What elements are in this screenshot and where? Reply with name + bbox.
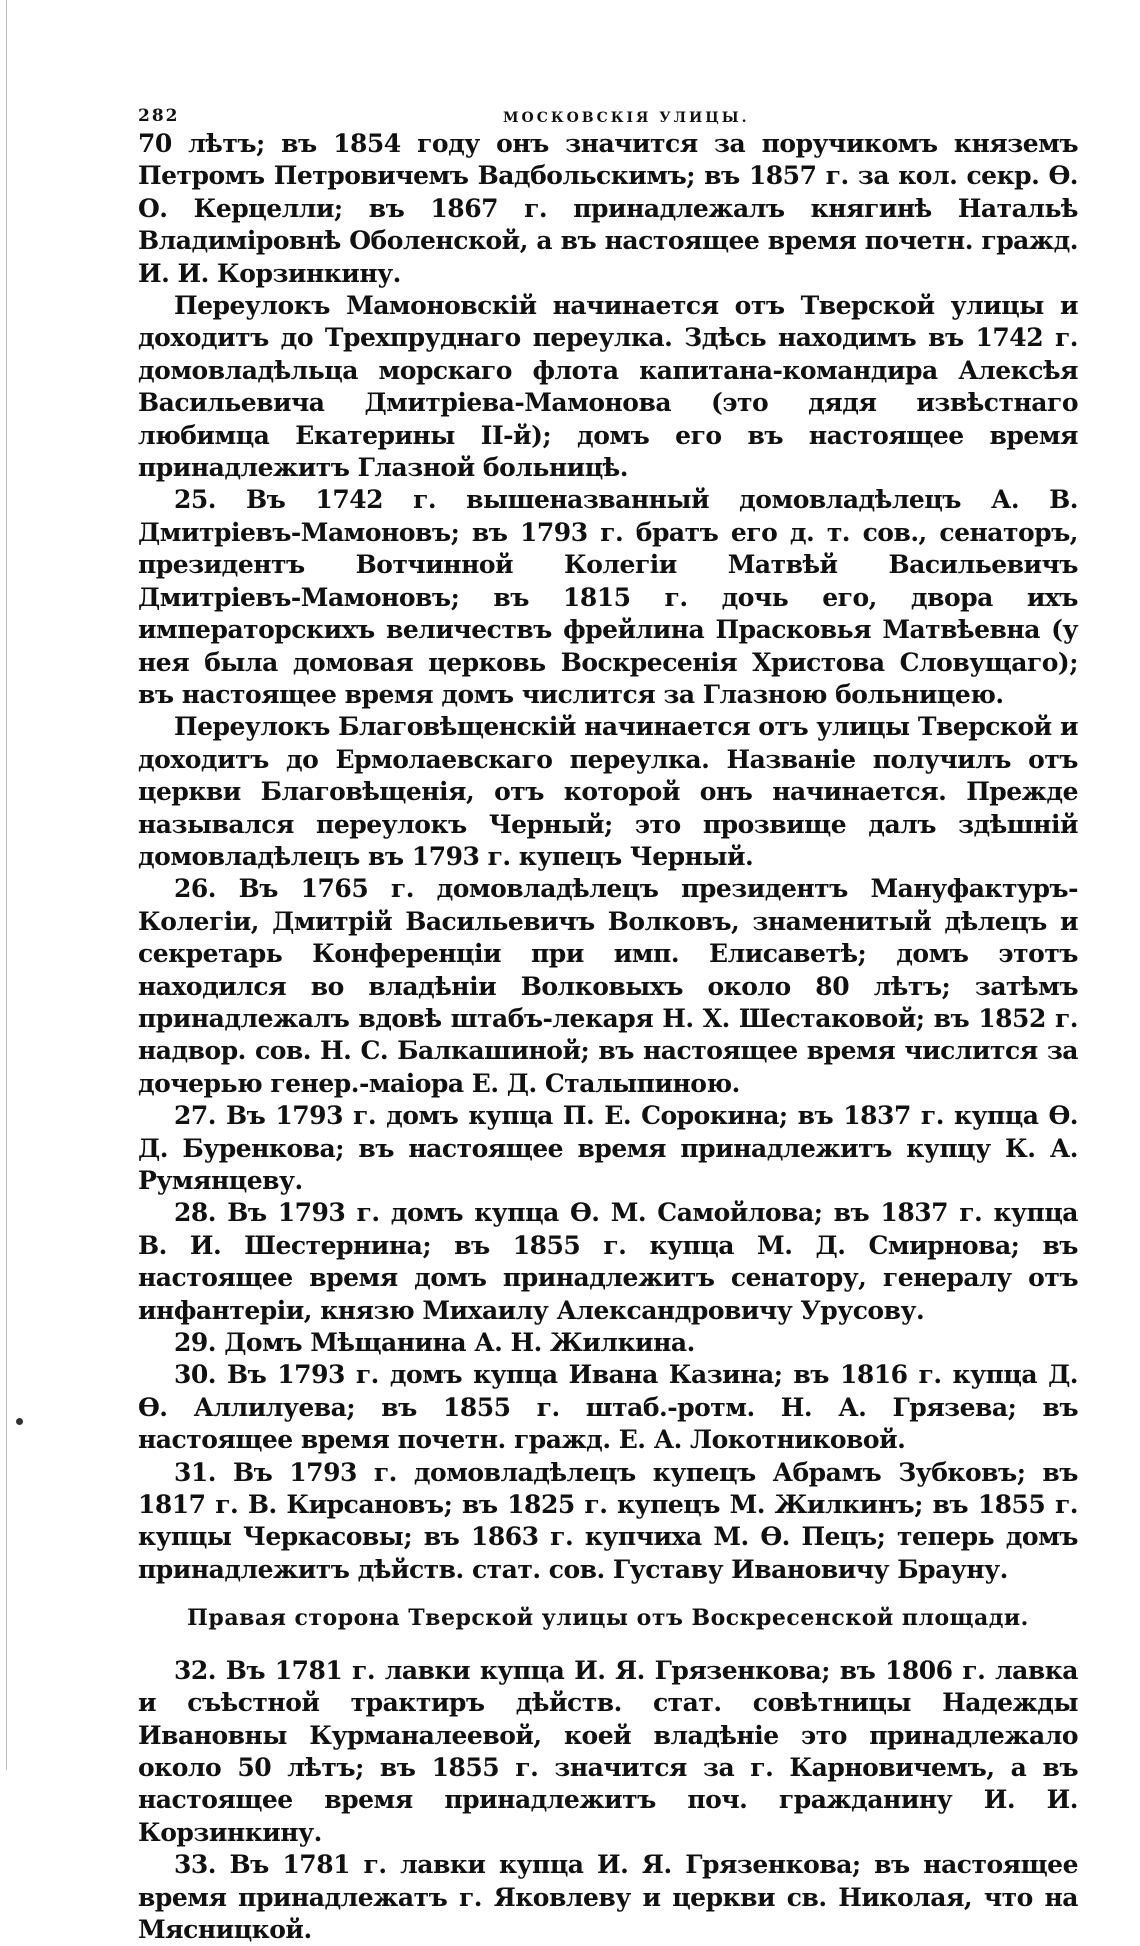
page-header — [138, 90, 1078, 128]
paragraph-entry-26: 26. Въ 1765 г. домовладѣлецъ президентъ Мануфактуръ-Колегіи, Дмитрій Васильевичъ Волковъ, знаменитый дѣлецъ и секретарь Конференціи при имп. Елисаветѣ; домъ этотъ находился во владѣніи Волковыхъ около 80 лѣтъ; затѣмъ принадлежалъ вдовѣ штабъ-лекаря Н. Х. Шестаковой; въ 1852 г. надвор. сов. Н. С. Балкашиной; въ настоящее время числится за дочерью генер.-маіора Е. Д. Сталыпиною. — [138, 874, 1078, 1098]
running-title: МОСКОВСКІЯ УЛИЦЫ. — [503, 110, 750, 126]
paragraph-entry-27: 27. Въ 1793 г. домъ купца П. Е. Сорокина; въ 1837 г. купца Ѳ. Д. Буренкова; въ настоящее время принадлежитъ купцу К. А. Румянцеву. — [138, 1101, 1078, 1195]
paragraph-entry-29: 29. Домъ Мѣщанина А. Н. Жилкина. — [174, 1328, 695, 1358]
paragraph-entry-30: 30. Въ 1793 г. домъ купца Ивана Казина; въ 1816 г. купца Д. Ѳ. Аллилуева; въ 1855 г. штаб.-ротм. Н. А. Грязева; въ настоящее время почетн. гражд. Е. А. Локотниковой. — [138, 1360, 1078, 1455]
paragraph-mamonovsky-lane: Переулокъ Мамоновскій начинается отъ Тверской улицы и доходитъ до Трехпруднаго переулка. Здѣсь находимъ въ 1742 г. домовладѣльца морскаго флота капитана-командира Алексѣя Васильевича Дмитріева-Мамонова (это дядя извѣстнаго любимца Екатерины II-й); домъ его въ настоящее время принадлежитъ Глазной больницѣ. — [138, 291, 1078, 483]
paragraph-entry-32: 32. Въ 1781 г. лавки купца И. Я. Грязенкова; въ 1806 г. лавка и съѣстной трактиръ дѣйств. стат. совѣтницы Надежды Ивановны Курманалеевой, коей владѣніе это принадлежало около 50 лѣтъ; въ 1855 г. значится за г. Карновичемъ, а въ настоящее время принадлежитъ поч. гражданину И. И. Корзинкину. — [138, 1655, 1078, 1847]
paragraph-continuation: 70 лѣтъ; въ 1854 году онъ значится за поручикомъ княземъ Петромъ Петровичемъ Вадбольскимъ; въ 1857 г. за кол. секр. Ѳ. О. Керцелли; въ 1867 г. принадлежалъ княгинѣ Натальѣ Владиміровнѣ Оболенской, а въ настоящее время почетн. гражд. И. И. Корзинкину. — [138, 129, 1078, 288]
section-title: Правая сторона Тверской улицы отъ Воскресенской площади. — [187, 1605, 1029, 1632]
page-edge-line — [6, 0, 7, 1770]
page-content — [138, 90, 1078, 1946]
paragraph-entry-25: 25. Въ 1742 г. вышеназванный домовладѣлецъ А. В. Дмитріевъ-Мамоновъ; въ 1793 г. братъ его д. т. сов., сенаторъ, президентъ Вотчинной Колегіи Матвѣй Васильевичъ Дмитріевъ-Мамоновъ; въ 1815 г. дочь его, двора ихъ императорскихъ величествъ фрейлина Прасковья Матвѣевна (у нея была домовая церковь Воскресенія Христова Словущаго); въ настоящее время домъ числится за Глазною больницею. — [138, 485, 1078, 709]
page-number: 282 — [138, 106, 180, 126]
paragraph-blagoveshchensky-lane: Переулокъ Благовѣщенскій начинается отъ улицы Тверской и доходитъ до Ермолаевскаго переулка. Названіе получилъ отъ церкви Благовѣщенія, отъ которой онъ начинается. Прежде назывался переулокъ Черный; это прозвище далъ здѣшній домовладѣлецъ въ 1793 г. купецъ Черный. — [138, 712, 1078, 871]
paragraph-entry-33: 33. Въ 1781 г. лавки купца И. Я. Грязенкова; въ настоящее время принадлежатъ г. Яковлеву и церкви св. Николая, что на Мясницкой. — [138, 1850, 1078, 1944]
paragraph-entry-28: 28. Въ 1793 г. домъ купца Ѳ. М. Самойлова; въ 1837 г. купца В. И. Шестернина; въ 1855 г. купца М. Д. Смирнова; въ настоящее время домъ принадлежитъ сенатору, генералу отъ инфантеріи, князю Михаилу Александровичу Урусову. — [138, 1198, 1078, 1325]
margin-dot — [16, 1418, 23, 1425]
paragraph-entry-31: 31. Въ 1793 г. домовладѣлецъ купецъ Абрамъ Зубковъ; въ 1817 г. В. Кирсановъ; въ 1825 г. купецъ М. Жилкинъ; въ 1855 г. купцы Черкасовы; въ 1863 г. купчиха М. Ѳ. Пецъ; теперь домъ принадлежитъ дѣйств. стат. сов. Густаву Ивановичу Брауну. — [138, 1457, 1078, 1584]
